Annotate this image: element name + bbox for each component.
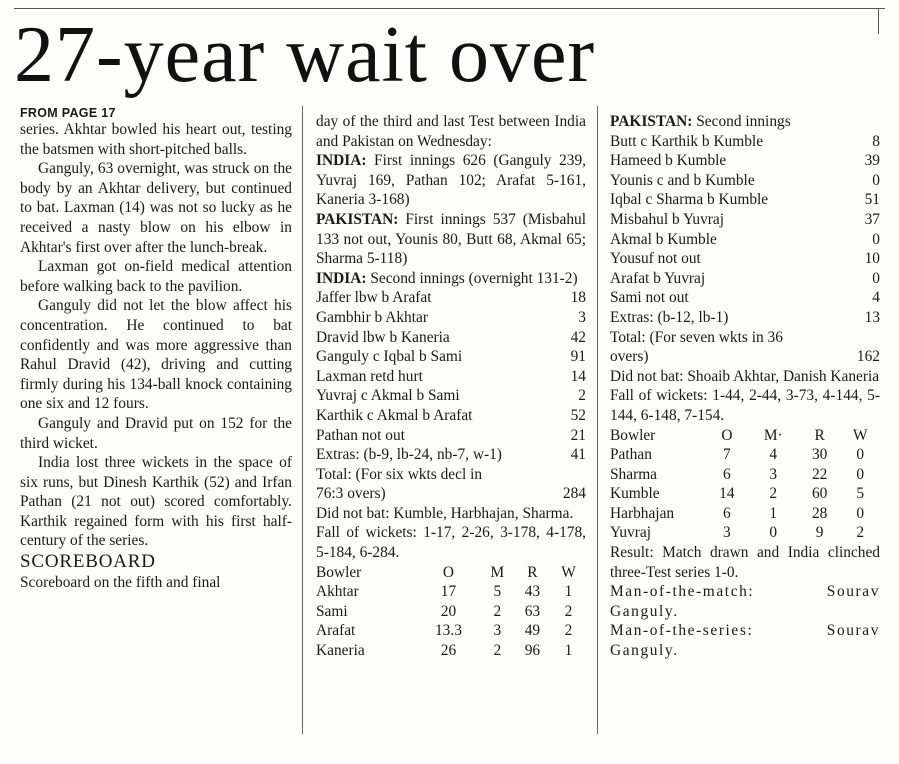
batsman: Akmal b Kumble xyxy=(610,230,717,248)
batsman: Jaffer lbw b Arafat xyxy=(316,289,432,307)
extras: Extras: (b-12, lb-1) xyxy=(610,308,729,326)
column-2 xyxy=(316,112,586,661)
header-cell: Bowler xyxy=(316,563,362,581)
match-result: Result: Match drawn and India clinched three-Test series 1-0. xyxy=(610,544,880,581)
runs: 91 xyxy=(570,348,586,366)
headline: 27-year wait over xyxy=(14,11,596,99)
bowling-row xyxy=(610,523,880,543)
paragraph: Laxman got on-field medical attention before walking back to the pavilion. xyxy=(20,258,292,295)
wickets: 0 xyxy=(856,446,865,464)
fall-of-wickets: Fall of wickets: 1-17, 2-26, 3-178, 4-178, 5-184, 6-284. xyxy=(316,524,586,562)
paragraph: India lost three wickets in the space of six runs, but Dinesh Karthik (52) and Irfan Pathan (21 not out) scored comfortably. Karthik regained form with his first half-century of the series. xyxy=(20,454,292,550)
paragraph: Ganguly and Dravid put on 152 for the third wicket. xyxy=(20,414,292,452)
column-divider-2 xyxy=(597,106,598,734)
maidens: 3 xyxy=(769,465,778,483)
bowler: Yuvraj xyxy=(610,524,652,542)
overs: 17 xyxy=(440,583,457,601)
runs: 13 xyxy=(864,308,880,326)
runs: 9 xyxy=(815,524,824,542)
total-runs: 162 xyxy=(856,348,880,366)
runs: 41 xyxy=(570,446,586,464)
header-cell: R xyxy=(527,563,538,581)
batsman: Misbahul b Yuvraj xyxy=(610,210,724,228)
batting-row xyxy=(610,269,880,289)
top-rule xyxy=(14,8,885,9)
bowler: Arafat xyxy=(316,622,356,640)
bowling-row xyxy=(610,504,880,524)
header-cell: O xyxy=(442,563,455,581)
batsman: Arafat b Yuvraj xyxy=(610,269,706,287)
bowler: Akhtar xyxy=(316,583,359,601)
batting-row xyxy=(610,151,880,171)
header-cell: W xyxy=(561,563,576,581)
column-divider-1 xyxy=(302,106,303,734)
runs: 43 xyxy=(524,583,541,601)
man-of-the-match: Man-of-the-match: Sourav Ganguly. xyxy=(610,583,880,620)
runs: 3 xyxy=(578,308,586,326)
bowling-table xyxy=(610,426,880,544)
batsman: Yuvraj c Akmal b Sami xyxy=(316,387,460,405)
maidens: 1 xyxy=(769,504,778,522)
team-label: PAKISTAN: xyxy=(610,113,693,130)
runs: 8 xyxy=(872,132,880,150)
header-cell: W xyxy=(853,426,868,444)
runs: 10 xyxy=(864,250,880,268)
batsman: Dravid lbw b Kaneria xyxy=(316,328,450,346)
batsman: Gambhir b Akhtar xyxy=(316,308,428,326)
wickets: 5 xyxy=(856,485,865,503)
paragraph: series. Akhtar bowled his heart out, testing the batsmen with short-pitched balls. xyxy=(20,121,292,158)
innings-summary: Second innings (overnight 131-2) xyxy=(370,269,578,287)
batsman: Hameed b Kumble xyxy=(610,152,727,170)
runs: 18 xyxy=(570,289,586,307)
bowling-row xyxy=(610,484,880,504)
pakistan-first-innings xyxy=(316,210,586,269)
did-not-bat: Did not bat: Kumble, Harbhajan, Sharma. xyxy=(316,504,574,522)
maidens: 0 xyxy=(769,524,778,542)
batsman: Pathan not out xyxy=(316,426,405,444)
runs: 49 xyxy=(524,622,541,640)
innings-summary: First innings 626 (Ganguly 239, Yuvraj 169, Pathan 102; Arafat 5-161, Kaneria 3-168) xyxy=(316,152,586,209)
bowler: Sami xyxy=(316,602,348,620)
batsman: Sami not out xyxy=(610,289,689,307)
batting-row xyxy=(316,386,586,406)
maidens: 5 xyxy=(493,583,502,601)
batting-row xyxy=(316,288,586,308)
bowler: Kumble xyxy=(610,485,660,503)
runs: 52 xyxy=(570,406,586,424)
runs: 63 xyxy=(524,602,541,620)
total-line: Total: (For six wkts decl in xyxy=(316,465,483,483)
runs: 42 xyxy=(570,328,586,346)
runs: 4 xyxy=(872,289,880,307)
runs: 28 xyxy=(811,504,828,522)
did-not-bat: Did not bat: Shoaib Akhtar, Danish Kaneria xyxy=(610,367,880,385)
batsman: Ganguly c Iqbal b Sami xyxy=(316,348,463,366)
runs: 51 xyxy=(864,191,880,209)
runs: 39 xyxy=(864,152,880,170)
batting-row xyxy=(316,308,586,328)
overs: 13.3 xyxy=(434,622,462,640)
total-line: Total: (For seven wkts in 36 xyxy=(610,328,783,346)
wickets: 1 xyxy=(564,642,573,660)
wickets: 2 xyxy=(564,602,573,620)
batsman: Iqbal c Sharma b Kumble xyxy=(610,191,769,209)
scoreboard-intro: day of the third and last Test between India and Pakistan on Wednesday: xyxy=(316,113,586,150)
team-label: PAKISTAN: xyxy=(316,210,399,228)
bowling-header xyxy=(316,563,586,583)
batting-row xyxy=(610,249,880,269)
scoreboard-heading: SCOREBOARD xyxy=(20,551,156,573)
batsman: Karthik c Akmal b Arafat xyxy=(316,406,473,424)
header-cell: O xyxy=(721,426,733,444)
runs: 37 xyxy=(864,210,880,228)
batting-row xyxy=(316,367,586,387)
batting-row xyxy=(610,288,880,308)
bowling-row xyxy=(610,445,880,465)
header-cell: R xyxy=(814,426,825,444)
runs: 60 xyxy=(811,485,828,503)
total-overs: overs) xyxy=(610,348,649,366)
wickets: 0 xyxy=(856,504,865,522)
runs: 22 xyxy=(811,465,828,483)
batting-list xyxy=(610,132,880,328)
extras-row xyxy=(610,308,880,328)
batting-row xyxy=(316,328,586,348)
bowling-row xyxy=(316,621,586,641)
paragraph: Ganguly, 63 overnight, was struck on the body by an Akhtar delivery, but continued to bat. Laxman (14) was not so lucky as he received a nasty blow on his elbow in Akhtar's first over after the lunch-break. xyxy=(20,160,292,256)
overs: 7 xyxy=(723,446,731,464)
bowler: Pathan xyxy=(610,446,652,464)
maidens: 2 xyxy=(493,602,502,620)
batting-list xyxy=(316,288,586,464)
batsman: Butt c Karthik b Kumble xyxy=(610,132,764,150)
team-label: INDIA: xyxy=(316,269,367,287)
extras: Extras: (b-9, lb-24, nb-7, w-1) xyxy=(316,446,502,464)
header-cell: M· xyxy=(763,426,783,444)
runs: 30 xyxy=(811,446,828,464)
maidens: 3 xyxy=(493,622,502,640)
wickets: 0 xyxy=(856,465,865,483)
batsman: Yousuf not out xyxy=(610,250,701,268)
batting-row xyxy=(316,406,586,426)
overs: 3 xyxy=(723,524,731,542)
batsman: Younis c and b Kumble xyxy=(610,171,755,189)
man-of-the-series: Man-of-the-series: Sourav Ganguly. xyxy=(610,622,880,660)
from-page-label: FROM PAGE 17 xyxy=(20,106,116,120)
batting-row xyxy=(316,426,586,446)
bowling-table xyxy=(316,563,586,661)
runs: 96 xyxy=(524,642,541,660)
overs: 20 xyxy=(440,602,457,620)
maidens: 2 xyxy=(769,485,778,503)
bowling-row xyxy=(316,641,586,661)
corner-rule xyxy=(878,8,879,34)
runs: 0 xyxy=(872,171,880,189)
batting-row xyxy=(610,230,880,250)
batting-row xyxy=(610,132,880,152)
batting-row xyxy=(316,347,586,367)
extras-row xyxy=(316,445,586,465)
innings-summary: Second innings xyxy=(696,113,791,130)
fall-of-wickets: Fall of wickets: 1-44, 2-44, 3-73, 4-144, 5-144, 6-148, 7-154. xyxy=(610,387,880,424)
overs: 26 xyxy=(440,642,457,660)
runs: 21 xyxy=(570,426,586,444)
wickets: 2 xyxy=(856,524,865,542)
bowler: Kaneria xyxy=(316,642,365,660)
batting-row xyxy=(610,171,880,191)
header-cell: Bowler xyxy=(610,426,656,444)
india-first-innings xyxy=(316,151,586,210)
wickets: 1 xyxy=(564,583,573,601)
paragraph: Scoreboard on the fifth and final xyxy=(20,574,221,592)
total-overs: 76:3 overs) xyxy=(316,485,386,503)
maidens: 2 xyxy=(493,642,502,660)
maidens: 4 xyxy=(769,446,778,464)
total-row xyxy=(610,347,880,367)
total-runs: 284 xyxy=(562,485,586,503)
overs: 6 xyxy=(723,465,731,483)
column-1 xyxy=(20,106,292,593)
wickets: 2 xyxy=(564,622,573,640)
bowling-row xyxy=(316,602,586,622)
header-cell: M xyxy=(490,563,505,581)
bowling-row xyxy=(610,465,880,485)
pakistan-second-innings xyxy=(610,112,880,132)
bowling-header xyxy=(610,426,880,446)
batting-row xyxy=(610,190,880,210)
india-second-innings xyxy=(316,269,586,289)
team-label: INDIA: xyxy=(316,152,367,170)
bowler: Sharma xyxy=(610,465,658,483)
innings-summary: First innings 537 (Misbahul 133 not out, Younis 80, Butt 68, Akmal 65; Sharma 5-118) xyxy=(316,210,586,268)
paragraph: Ganguly did not let the blow affect his concentration. He continued to bat confidently and was more aggressive than Rahul Dravid (42), driving and cutting firmly during his 134-ball knock containing one six and 12 fours. xyxy=(20,297,292,413)
runs: 0 xyxy=(872,269,880,287)
runs: 2 xyxy=(578,387,586,405)
batsman: Laxman retd hurt xyxy=(316,367,423,385)
overs: 6 xyxy=(723,504,731,522)
batting-row xyxy=(610,210,880,230)
runs: 14 xyxy=(570,367,586,385)
bowling-row xyxy=(316,582,586,602)
runs: 0 xyxy=(872,230,880,248)
column-3 xyxy=(610,112,880,661)
bowler: Harbhajan xyxy=(610,504,675,522)
overs: 14 xyxy=(719,485,735,503)
total-row xyxy=(316,484,586,504)
